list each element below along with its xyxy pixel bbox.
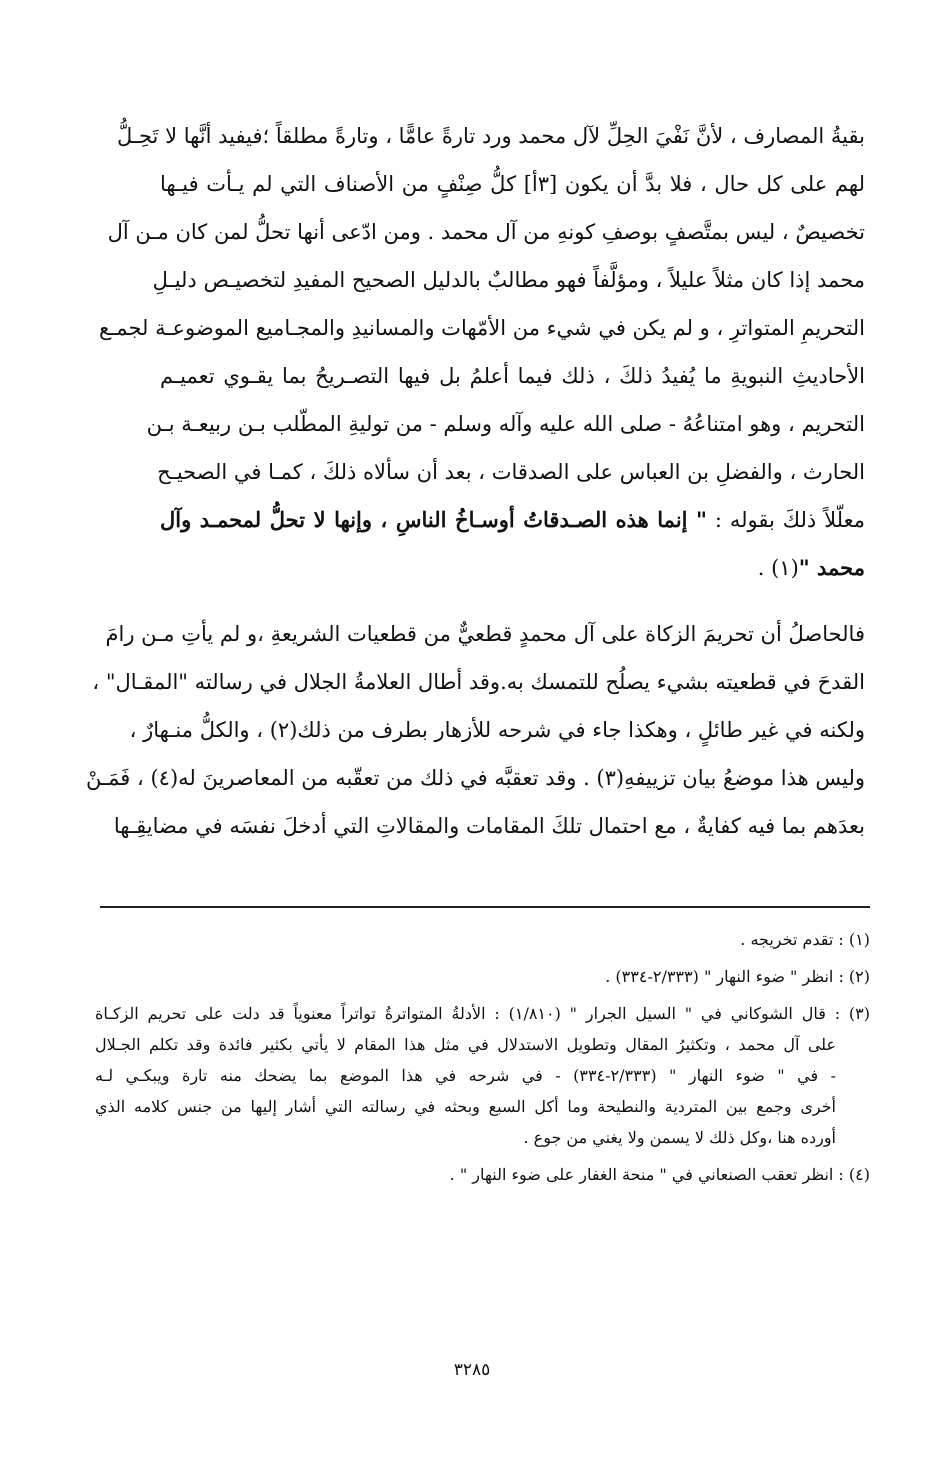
text-line: الحارث ، والفضلِ بن العباس على الصدقات ، بعد أن سألاه ذلكَ ، كمـا في الصحيـح	[157, 460, 865, 484]
text-line: الأحاديثِ النبويةِ ما يُفيدُ ذلكَ ، ذلك فيما أعلمُ بل فيها التصـريحُ بما يقـوي تعميـم	[160, 364, 865, 388]
footnote-1: (١) : تقدم تخريجه .	[740, 930, 870, 949]
footnote-divider	[100, 906, 870, 908]
text-line: وليس هذا موضعُ بيان تزييفهِ(٣) . وقد تعقبَّه في ذلك من تعقّبه من المعاصرينَ له(٤) ، فَمَـنْ	[86, 766, 865, 790]
footnote-2: (٢) : انظر " ضوء النهار " (٢/٣٣٣-٣٣٤) .	[605, 967, 870, 986]
text-line-quote-end	[160, 544, 865, 592]
footnote-3-line: على آل محمد ، وتكثيرُ المقال وتطويل الاستدلال في مثل هذا المقام لا يأتي بكثير فائدة وقد تكلم الجـلال	[95, 1035, 836, 1054]
hadith-quote: " إنما هذه الصـدقاتُ أوسـاخُ الناسِ ، وإنها لا تحلُّ لمحمـد وآل	[160, 507, 707, 532]
footnote-3-line: (٣) : قال الشوكاني في " السيل الجرار " (١/٨١٠) : الأدلةُ المتواترةُ تواتراً معنوياً قد دلت على تحريم الزكـاة	[95, 1004, 871, 1023]
footnote-ref-1: (١) .	[757, 556, 799, 580]
hadith-quote-end: محمد "	[798, 555, 865, 580]
text-line: التحريمِ المتواترِ ، و لم يكن في شيء من الأمّهات والمسانيدِ والمجـاميع الموضوعـة لجمـع	[98, 316, 865, 340]
quote-intro: معلّلاً ذلكَ بقوله :	[707, 508, 866, 532]
text-line: تخصيصٌ ، ليس بمتَّصفٍ بوصفِ كونهِ من آل محمد . ومن ادّعى أنها تحلُّ لمن كان مـن آل	[107, 220, 865, 244]
footnote-3-line: - في " ضوء النهار " (٢/٣٣٣-٣٣٤) - في شرحه في هذا الموضع بما يضحك منه تارة ويبكـي لـه	[95, 1066, 836, 1085]
text-line: بقيةُ المصارف ، لأنَّ نَفْيَ الحِلِّ لآل محمد ورد تارةً عامًّا ، وتارةً مطلقاً ؛فيفيد أنَّها لا تَحِـلُّ	[116, 124, 865, 148]
text-line: لهم على كل حال ، فلا بدَّ أن يكون [٣أ] كلُّ صِنْفٍ من الأصناف التي لم يـأت فيـها	[160, 172, 865, 196]
text-line: بعدَهم بما فيه كفايةٌ ، مع احتمال تلكَ المقامات والمقالاتِ التي أدخلَ نفسَه في مضايقِـها	[113, 814, 865, 838]
text-line-with-quote	[160, 496, 865, 544]
text-line: القدحَ في قطعيته بشيء يصلُح للتمسك به.وقد أطال العلامةُ الجلال في رسالته "المقـال" ،	[92, 670, 865, 694]
main-paragraph-1	[98, 112, 866, 592]
text-line: التحريم ، وهو امتناعُهُ - صلى الله عليه وآله وسلم - من توليةِ المطّلب بـن ربيعـة بـن	[146, 412, 865, 436]
main-paragraph-2	[86, 610, 865, 850]
footnote-3-line: أورده هنا ،وكل ذلك لا يسمن ولا يغني من جوع .	[523, 1128, 836, 1147]
text-line: ولكنه في غير طائلٍ ، وهكذا جاء في شرحه للأزهار بطرف من ذلك(٢) ، والكلُّ منـهارٌ ،	[129, 718, 865, 742]
footnotes	[95, 924, 870, 1190]
page-number: ٣٢٨٥	[453, 1360, 491, 1380]
text-line: فالحاصلُ أن تحريمَ الزكاة على آل محمدٍ قطعيٌّ من قطعيات الشريعةِ ،و لم يأتِ مـن رامَ	[105, 622, 865, 646]
footnote-3-line: أخرى وجمع بين المتردية والنطيحة وما أكل السبع وبحثه في رسالته التي أشار إليها من جنس كلامه الذي	[95, 1097, 837, 1116]
footnote-4: (٤) : انظر تعقب الصنعاني في " منحة الغفار على ضوء النهار " .	[449, 1165, 870, 1184]
text-line: محمد إذا كان مثلاً عليلاً ، ومؤلَّفاً فهو مطالبٌ بالدليل الصحيح المفيدِ لتخصيـص دليـلِ	[152, 268, 865, 292]
